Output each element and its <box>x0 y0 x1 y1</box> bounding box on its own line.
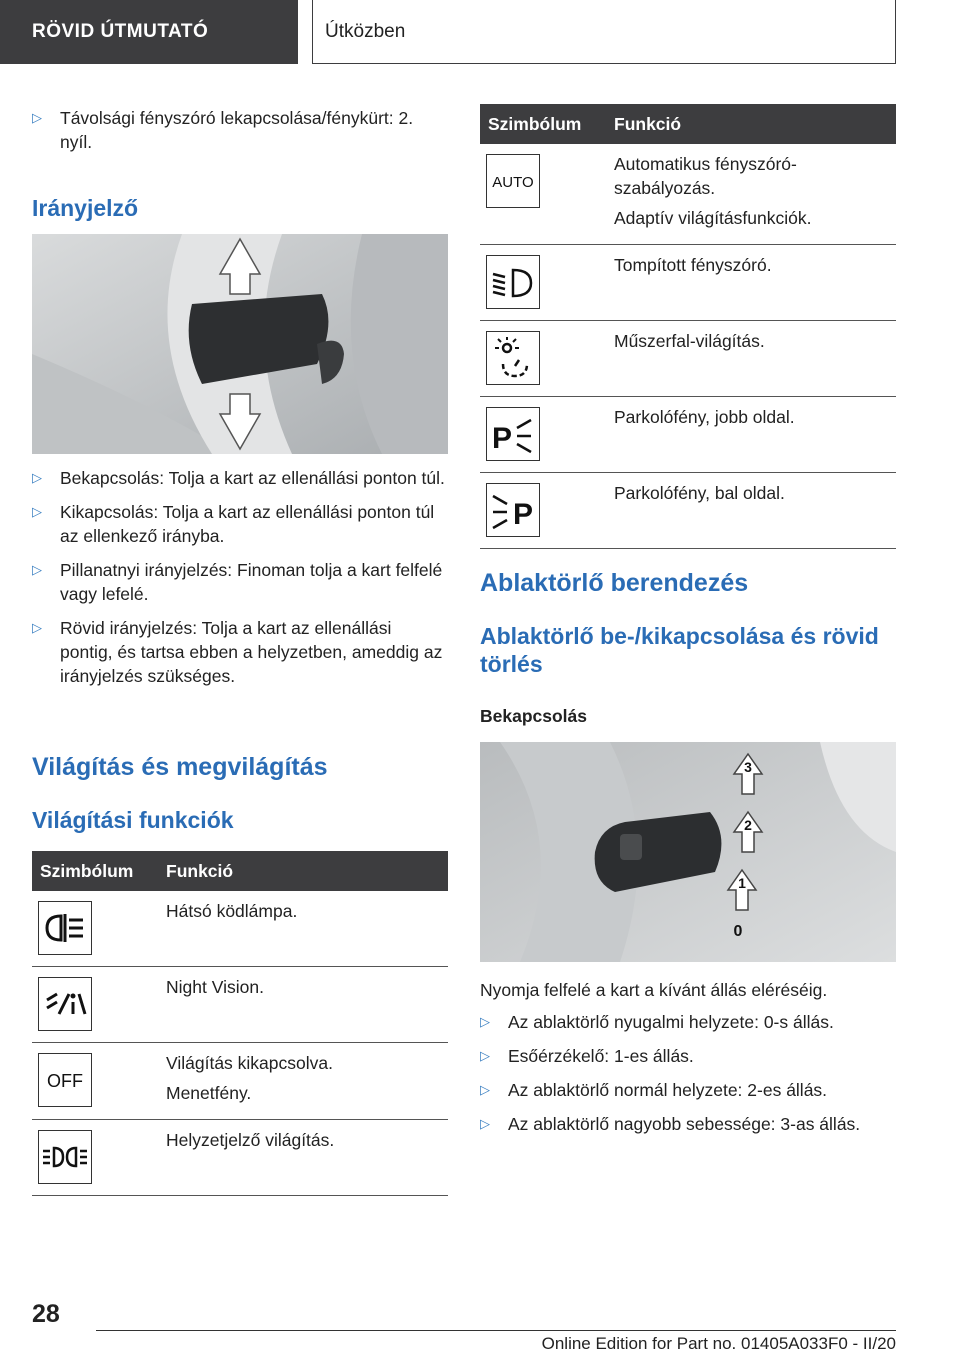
wiper-sub-heading: Ablaktörlő be-/kikapcsolása és rövid törlés <box>480 623 879 677</box>
function-text: Parkolófény, jobb oldal. <box>614 407 795 427</box>
lighting-functions-heading: Világítási funkciók <box>32 807 234 833</box>
page-number: 28 <box>32 1300 60 1328</box>
bullet-triangle-icon: ▷ <box>32 504 42 519</box>
table-row <box>32 967 448 1043</box>
svg-text:AUTO: AUTO <box>492 174 534 191</box>
table-row <box>480 245 896 321</box>
wiper-heading: Ablaktörlő berendezés <box>480 569 749 597</box>
section-title: RÖVID ÚTMUTATÓ <box>32 21 209 42</box>
intro-bullet: ▷ Távolsági fényszóró lekapcsolása/fénykürt: 2. nyíl. <box>32 108 414 152</box>
switch-on-heading: Bekapcsolás <box>480 706 588 726</box>
rear-fog-lamp-icon <box>38 901 92 955</box>
bullet-triangle-icon: ▷ <box>32 470 42 485</box>
table-row <box>32 1120 448 1196</box>
list-item: Kikapcsolás: Tolja a kart az ellenállási ponton túl az ellenkező irányba. <box>60 502 435 546</box>
push-instruction: Nyomja felfelé a kart a kívánt állás eléréséig. <box>480 980 828 1000</box>
bullet-triangle-icon: ▷ <box>32 562 42 577</box>
edition-info: Online Edition for Part no. 01405A033F0 - II/20 <box>541 1334 896 1353</box>
bullet-triangle-icon: ▷ <box>32 620 42 635</box>
position-lights-icon <box>38 1130 92 1184</box>
position-3-label: 3 <box>744 759 752 775</box>
parking-light-left-icon <box>486 483 540 537</box>
low-beam-icon <box>486 255 540 309</box>
function-text: Tompított fényszóró. <box>614 255 772 275</box>
list-item: Pillanatnyi irányjelzés: Finoman tolja a kart felfelé vagy lefelé. <box>60 560 443 604</box>
list-item: Az ablaktörlő nagyobb sebessége: 3-as állás. <box>508 1114 861 1134</box>
parking-light-right-icon <box>486 407 540 461</box>
bullet-triangle-icon: ▷ <box>32 110 42 125</box>
list-item: Rövid irányjelzés: Tolja a kart az ellenállási pontig, és tartsa ebben a helyzetben, ameddig az irányjelzés szükséges. <box>60 618 443 686</box>
table-row <box>32 891 448 967</box>
footer-divider <box>96 1330 896 1331</box>
col-function-header: Funkció <box>606 104 896 144</box>
col-symbol-header: Szimbólum <box>480 104 606 144</box>
function-text: Hátsó ködlámpa. <box>166 901 298 921</box>
col-function-header: Funkció <box>158 851 448 891</box>
col-symbol-header: Szimbólum <box>32 851 158 891</box>
off-icon <box>38 1053 92 1107</box>
table-row <box>480 397 896 473</box>
bullet-triangle-icon: ▷ <box>480 1082 490 1097</box>
function-text: Automatikus fényszóró-szabályozás. <box>614 154 797 198</box>
table-row <box>480 321 896 397</box>
function-text: Adaptív világításfunkciók. <box>614 208 812 228</box>
position-0-label: 0 <box>733 923 743 940</box>
function-text: Menetfény. <box>166 1083 252 1103</box>
function-text: Helyzetjelző világítás. <box>166 1130 335 1150</box>
wiper-list <box>480 1010 896 1146</box>
position-2-label: 2 <box>744 817 752 833</box>
turn-signal-photo <box>32 234 448 454</box>
bullet-triangle-icon: ▷ <box>480 1048 490 1063</box>
section-tab <box>0 0 298 64</box>
svg-text:P: P <box>512 498 534 531</box>
svg-text:P: P <box>491 422 513 455</box>
function-text: Műszerfal-világítás. <box>614 331 765 351</box>
table-row <box>480 473 896 549</box>
list-item: Bekapcsolás: Tolja a kart az ellenállási ponton túl. <box>60 468 445 488</box>
function-text: Parkolófény, bal oldal. <box>614 483 785 503</box>
chapter-title: Útközben <box>325 20 406 42</box>
list-item: Esőérzékelő: 1-es állás. <box>508 1046 694 1066</box>
list-item: Az ablaktörlő nyugalmi helyzete: 0-s állás. <box>508 1012 834 1032</box>
position-1-label: 1 <box>738 875 746 891</box>
lighting-table-left <box>32 851 448 1196</box>
night-vision-icon <box>38 977 92 1031</box>
lighting-heading: Világítás és megvilágítás <box>32 753 328 781</box>
list-item: Az ablaktörlő normál helyzete: 2-es állás. <box>508 1080 828 1100</box>
function-text: Night Vision. <box>166 977 264 997</box>
wiper-lever-photo <box>480 742 896 962</box>
table-row <box>480 144 896 245</box>
turn-signal-list <box>32 466 448 698</box>
bullet-triangle-icon: ▷ <box>480 1014 490 1029</box>
svg-text:OFF: OFF <box>47 1071 83 1091</box>
chapter-tab <box>312 0 896 64</box>
auto-icon <box>486 154 540 208</box>
instrument-lighting-icon <box>486 331 540 385</box>
table-row <box>32 1043 448 1120</box>
lighting-table-right <box>480 104 896 549</box>
turn-signal-heading: Irányjelző <box>32 195 139 221</box>
bullet-triangle-icon: ▷ <box>480 1116 490 1131</box>
function-text: Világítás kikapcsolva. <box>166 1053 333 1073</box>
